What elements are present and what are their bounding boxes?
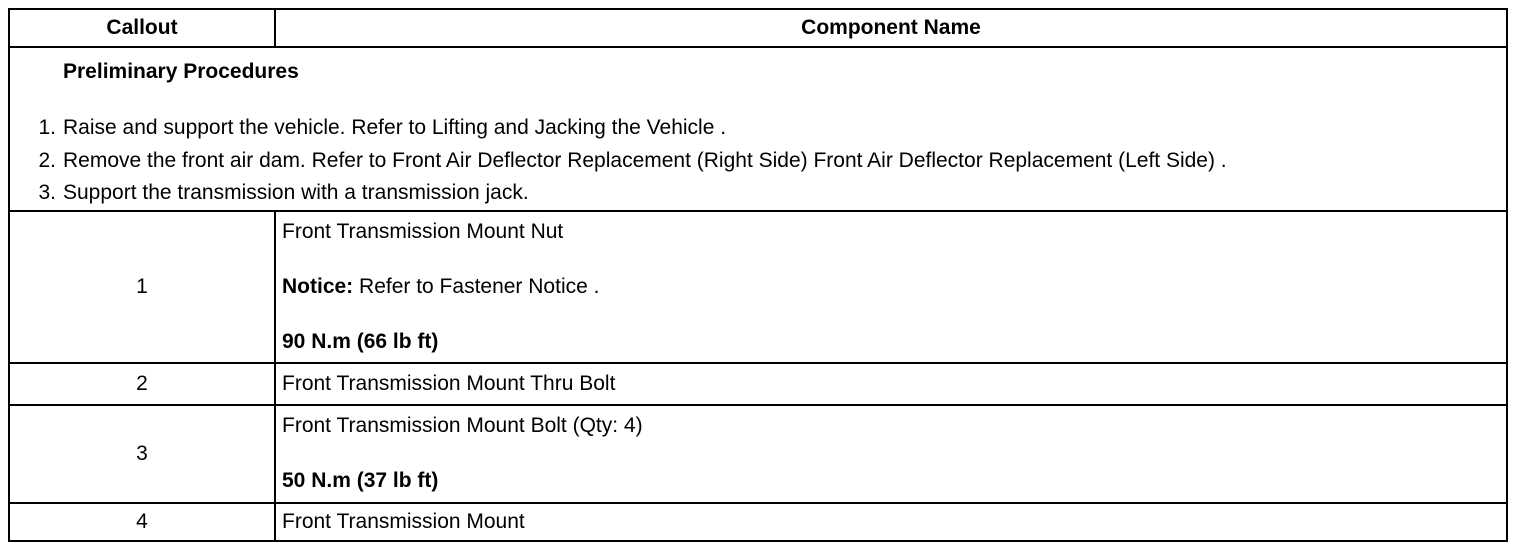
- step-text: Remove the front air dam. Refer to Front Air Deflector Replacement (Right Side) Front Air Deflector Replacement (Left Side) .: [63, 148, 1227, 172]
- table-row: [9, 503, 1507, 541]
- torque-spec: 50 N.m (37 lb ft): [282, 469, 439, 492]
- step-number: 3.: [38, 181, 56, 204]
- component-name: Front Transmission Mount Nut: [282, 219, 564, 243]
- step-item: [10, 145, 1506, 178]
- step-number: 1.: [38, 116, 56, 139]
- component-name: Front Transmission Mount: [282, 509, 525, 533]
- table-row: [9, 363, 1507, 405]
- step-item: [10, 112, 1506, 145]
- preliminary-row: [9, 47, 1507, 211]
- header-row: [9, 9, 1507, 47]
- component-table: [8, 8, 1508, 542]
- component-cell: [275, 405, 1507, 503]
- document-container: [8, 8, 1508, 542]
- step-item: [10, 177, 1506, 210]
- header-callout: Callout: [9, 9, 275, 47]
- component-cell: [275, 503, 1507, 541]
- table-row: [9, 405, 1507, 503]
- callout-cell: 1: [9, 211, 275, 363]
- component-cell: [275, 211, 1507, 363]
- step-text: Raise and support the vehicle. Refer to Lifting and Jacking the Vehicle .: [63, 116, 727, 139]
- component-name: Front Transmission Mount Bolt (Qty: 4): [282, 414, 643, 437]
- callout-cell: 3: [9, 405, 275, 503]
- component-cell: [275, 363, 1507, 405]
- preliminary-title: Preliminary Procedures: [63, 60, 299, 83]
- step-text: Support the transmission with a transmission jack.: [63, 181, 529, 204]
- notice-line: [282, 275, 1506, 299]
- notice-label: Notice:: [282, 274, 354, 298]
- header-component-name: Component Name: [275, 9, 1507, 47]
- callout-cell: 4: [9, 503, 275, 541]
- preliminary-cell: [9, 47, 1507, 211]
- preliminary-steps: [10, 112, 1506, 210]
- notice-text: Refer to Fastener Notice .: [353, 274, 600, 298]
- callout-cell: 2: [9, 363, 275, 405]
- torque-spec: 90 N.m (66 lb ft): [282, 329, 439, 353]
- step-number: 2.: [38, 148, 56, 172]
- table-row: [9, 211, 1507, 363]
- component-name: Front Transmission Mount Thru Bolt: [282, 371, 616, 395]
